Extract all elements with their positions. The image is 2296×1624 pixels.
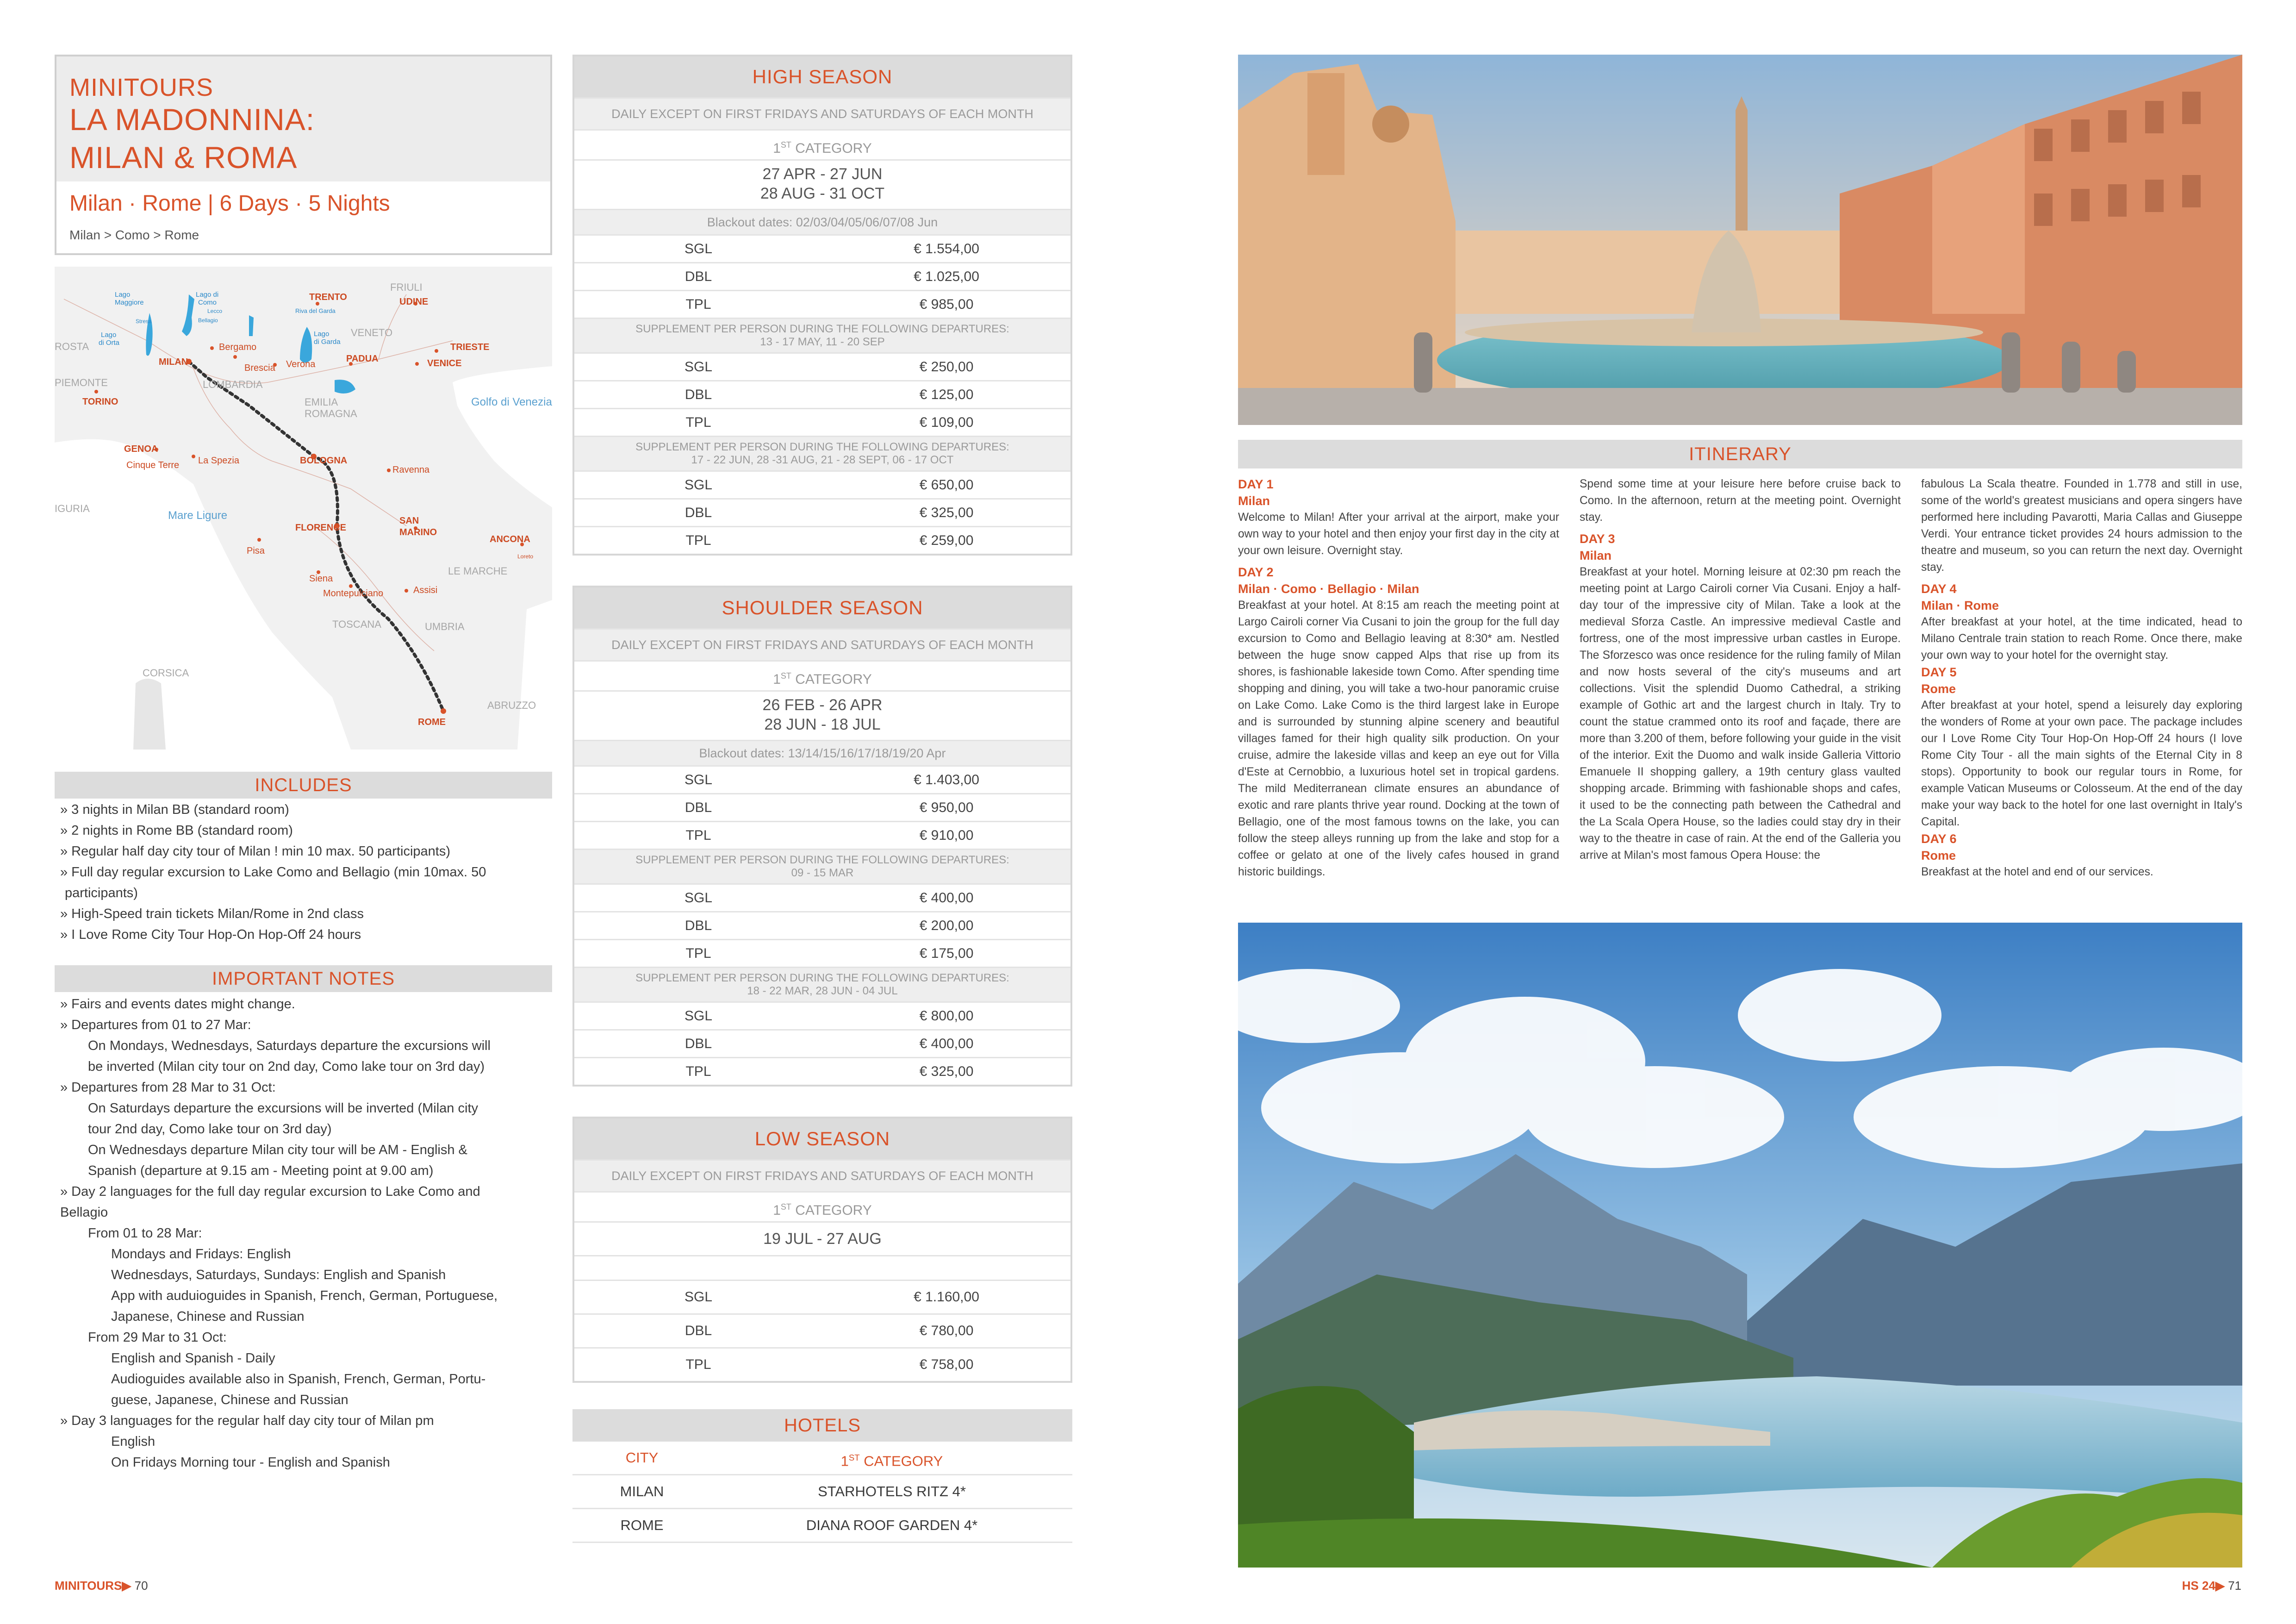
price-row (574, 883, 1070, 911)
room-type: DBL (684, 918, 712, 933)
note-item: » Day 2 languages for the full day regular excursion to Lake Como and (60, 1184, 480, 1199)
hotels-header: HOTELS (572, 1409, 1072, 1442)
room-price: € 650,00 (919, 477, 974, 493)
kicker: MINITOURS (69, 74, 214, 101)
svg-text:PIEMONTE: PIEMONTE (55, 377, 108, 388)
svg-text:Mare Ligure: Mare Ligure (168, 509, 228, 522)
svg-text:MARINO: MARINO (399, 527, 437, 537)
svg-text:ABRUZZO: ABRUZZO (487, 700, 536, 711)
price-row (574, 380, 1070, 408)
footer-arrow-icon: ▶ (122, 1579, 131, 1593)
room-price: € 1.403,00 (914, 772, 979, 787)
como-photo-svg (1238, 923, 2242, 1568)
price-row (574, 498, 1070, 526)
map-svg (55, 267, 552, 750)
svg-text:VENETO: VENETO (351, 327, 393, 338)
itinerary-column-3 (1921, 476, 2242, 881)
season-category (574, 129, 1070, 159)
includes-item: » 3 nights in Milan BB (standard room) (60, 802, 289, 817)
hotel-name: DIANA ROOF GARDEN 4* (806, 1517, 978, 1533)
room-type: TPL (685, 828, 711, 843)
room-type: TPL (685, 1064, 711, 1079)
category-suffix: ST (780, 671, 791, 681)
room-type: DBL (684, 1323, 712, 1338)
svg-text:TRIESTE: TRIESTE (450, 342, 490, 352)
price-row (574, 262, 1070, 290)
blank-row (574, 1255, 1070, 1280)
svg-text:FLORENCE: FLORENCE (295, 523, 346, 533)
svg-text:ROMAGNA: ROMAGNA (305, 408, 357, 419)
svg-text:La Spezia: La Spezia (198, 456, 239, 466)
svg-text:LE MARCHE: LE MARCHE (448, 565, 508, 577)
low-season-table (572, 1117, 1072, 1383)
svg-text:EMILIA: EMILIA (305, 396, 338, 408)
svg-text:ANCONA: ANCONA (490, 534, 530, 544)
day-text: Breakfast at your hotel. At 8:15 am reach the meeting point at Largo Cairoli corner Via Cusani to join the group for the full day excursion to Como and Bellagio leaving at 8:30* am. Nestled between the huge snow capped Alps that rise up from its shores, is fashionable lakeside town Como. After spending time shopping and dining, you will take a two-hour panoramic cruise on Lake Como. Lake Como is the third largest lake in Europe and is surrounded by stunning alpine scenery and beautiful villages famed for their high quality silk production. On your cruise, admire the lakeside villas and keep an eye out for Villa d'Este at Cernobbio, a luxurious hotel set in tropical gardens. The mild Mediterranean climate ensures an abundance of exotic and rare plants thrive year round. Docking at the town of Bellagio, one of the most famous towns on the lake, you can follow the steep alleys running up from the lake and stop for a coffee or gelato at one of the lively cafes housed in grand historic buildings. (1238, 599, 1559, 878)
season-title: HIGH SEASON (574, 56, 1070, 97)
hotels-col-category: 1ST CATEGORY (840, 1453, 943, 1469)
season-date-2: 28 JUN - 18 JUL (764, 716, 881, 733)
note-item: Bellagio (60, 1205, 108, 1220)
season-daily-note: DAILY EXCEPT ON FIRST FRIDAYS AND SATURDAYS OF EACH MONTH (574, 1159, 1070, 1191)
svg-text:Brescia: Brescia (244, 363, 275, 373)
svg-text:di Orta: di Orta (99, 339, 120, 347)
svg-text:SAN: SAN (399, 516, 419, 526)
footer-arrow-icon: ▶ (2215, 1579, 2225, 1593)
room-type: TPL (685, 415, 711, 430)
hotel-row (572, 1475, 1072, 1509)
room-price: € 200,00 (919, 918, 974, 933)
note-item: From 29 Mar to 31 Oct: (88, 1330, 227, 1345)
svg-text:TRENTO: TRENTO (309, 292, 347, 302)
note-item: » Fairs and events dates might change. (60, 997, 295, 1012)
season-title: SHOULDER SEASON (574, 587, 1070, 628)
room-price: € 1.025,00 (914, 269, 979, 284)
room-price: € 985,00 (919, 297, 974, 312)
svg-text:TOSCANA: TOSCANA (332, 618, 381, 630)
shoulder-season-table (572, 586, 1072, 1087)
note-item: Spanish (departure at 9.15 am - Meeting point at 9.00 am) (88, 1163, 434, 1178)
day-text: Welcome to Milan! After your arrival at the airport, make your own way to your hotel and then enjoy your first day in the city at your own leisure. Overnight stay. (1238, 511, 1559, 557)
supplement-line-1: SUPPLEMENT PER PERSON DURING THE FOLLOWING DEPARTURES: (635, 972, 1009, 984)
svg-text:Lago di: Lago di (196, 291, 219, 299)
day-city: Rome (1921, 682, 1956, 696)
tour-subtitle: Milan · Rome | 6 Days · 5 Nights (69, 191, 390, 216)
svg-text:Stresa: Stresa (136, 318, 152, 325)
room-type: SGL (684, 890, 713, 906)
room-price: € 1.160,00 (914, 1289, 979, 1305)
blackout-dates: Blackout dates: 02/03/04/05/06/07/08 Jun (574, 209, 1070, 234)
svg-text:TORINO: TORINO (82, 397, 118, 407)
category-suffix: ST (780, 140, 791, 150)
room-price: € 109,00 (919, 415, 974, 430)
day-text: Breakfast at the hotel and end of our services. (1921, 866, 2153, 878)
note-item: Audioguides available also in Spanish, French, German, Portu- (111, 1372, 486, 1387)
price-row (574, 1029, 1070, 1057)
includes-item: » Full day regular excursion to Lake Como and Bellagio (min 10max. 50 (60, 865, 486, 880)
svg-text:di Garda: di Garda (314, 338, 341, 346)
price-row (574, 352, 1070, 380)
day-label: DAY 1 (1238, 477, 1274, 491)
svg-text:IGURIA: IGURIA (55, 503, 90, 514)
season-date-2: 28 AUG - 31 OCT (760, 185, 885, 202)
svg-text:Cinque Terre: Cinque Terre (126, 460, 180, 470)
season-title: LOW SEASON (574, 1118, 1070, 1159)
day-label: DAY 6 (1921, 832, 1957, 846)
includes-item: » Regular half day city tour of Milan ! min 10 max. 50 participants) (60, 844, 450, 859)
season-category (574, 1191, 1070, 1221)
svg-text:Lago: Lago (314, 330, 330, 338)
tour-title-line2: MILAN & ROMA (69, 140, 298, 175)
svg-text:FRIULI: FRIULI (390, 281, 423, 293)
includes-item: » 2 nights in Rome BB (standard room) (60, 823, 293, 838)
category-number: 1 (773, 672, 781, 687)
supplement-heading (574, 318, 1070, 352)
category-word: CATEGORY (791, 141, 872, 156)
note-item: guese, Japanese, Chinese and Russian (111, 1393, 348, 1407)
supplement-line-1: SUPPLEMENT PER PERSON DURING THE FOLLOWING DEPARTURES: (635, 854, 1009, 866)
price-row (574, 526, 1070, 554)
footer-right (2182, 1579, 2241, 1593)
note-item: tour 2nd day, Como lake tour on 3rd day) (88, 1122, 332, 1137)
svg-text:Lecco: Lecco (207, 308, 223, 314)
season-daily-note: DAILY EXCEPT ON FIRST FRIDAYS AND SATURDAYS OF EACH MONTH (574, 628, 1070, 660)
note-item: English (111, 1434, 156, 1449)
day-label: DAY 5 (1921, 665, 1957, 679)
day-city: Milan (1238, 494, 1270, 508)
svg-text:Como: Como (198, 299, 217, 306)
season-dates (574, 1221, 1070, 1255)
svg-text:ROSTA: ROSTA (55, 341, 89, 352)
price-row (574, 290, 1070, 318)
itinerary-header: ITINERARY (1238, 440, 2242, 468)
day-text: After breakfast at your hotel, spend a leisurely day exploring the wonders of Rome at your own pace. The package includes our I Love Rome City Tour Hop-On Hop-Off 24 hours (I love Rome City Tour - all the main sights of the Eternal City in 8 stops). Opportunity to book our regular tours in Rome, for example Vatican Museums or Colosseum. At the end of the day make your way back to the hotel for one last overnight in Italy's Capital. (1921, 699, 2242, 828)
hotel-city: MILAN (620, 1483, 664, 1499)
note-item: » Day 3 languages for the regular half day city tour of Milan pm (60, 1413, 434, 1428)
room-price: € 1.554,00 (914, 241, 979, 256)
room-price: € 250,00 (919, 359, 974, 375)
includes-item: participants) (65, 886, 138, 900)
hotel-row (572, 1509, 1072, 1543)
footer-brand: MINITOURS (55, 1579, 122, 1593)
note-item: English and Spanish - Daily (111, 1351, 275, 1366)
itinerary-column-2 (1580, 476, 1901, 864)
room-price: € 259,00 (919, 533, 974, 548)
room-price: € 910,00 (919, 828, 974, 843)
hotels-table (572, 1409, 1072, 1543)
price-row (574, 408, 1070, 436)
note-item: Japanese, Chinese and Russian (111, 1309, 305, 1324)
note-item: App with auduioguides in Spanish, French, German, Portuguese, (111, 1288, 498, 1303)
day-city: Rome (1921, 849, 1956, 862)
svg-text:GENOA: GENOA (124, 444, 158, 454)
price-row (574, 1347, 1070, 1381)
rome-photo-svg (1238, 55, 2242, 425)
season-category (574, 660, 1070, 690)
price-row (574, 1313, 1070, 1347)
price-row (574, 470, 1070, 498)
day-text-continued: fabulous La Scala theatre. Founded in 1.778 and still in use, some of the world's greatest musicians and opera singers have performed here including Pavarotti, Maria Callas and Giuseppe Verdi. Your entrance ticket provides 24 hours admission to the theatre and museum, so you can return the next day. Overnight stay. (1921, 478, 2242, 574)
supplement-line-2: 13 - 17 MAY, 11 - 20 SEP (760, 336, 885, 348)
svg-text:Lago: Lago (115, 291, 131, 299)
room-type: TPL (685, 533, 711, 548)
room-type: DBL (684, 1036, 712, 1051)
category-number: 1 (773, 1203, 781, 1218)
note-item: On Wednesdays departure Milan city tour will be AM - English & (88, 1143, 467, 1157)
room-type: DBL (684, 505, 712, 520)
room-type: DBL (684, 269, 712, 284)
svg-text:PADUA: PADUA (346, 354, 379, 364)
supplement-heading (574, 967, 1070, 1001)
svg-text:Assisi: Assisi (413, 585, 438, 595)
notes-header: IMPORTANT NOTES (55, 965, 552, 992)
season-date-1: 27 APR - 27 JUN (762, 165, 883, 183)
season-daily-note: DAILY EXCEPT ON FIRST FRIDAYS AND SATURDAYS OF EACH MONTH (574, 97, 1070, 129)
room-type: DBL (684, 387, 712, 402)
rome-piazza-photo (1238, 55, 2242, 425)
season-dates (574, 159, 1070, 209)
room-type: SGL (684, 1289, 713, 1305)
day-label: DAY 3 (1580, 532, 1615, 546)
category-word: CATEGORY (791, 672, 872, 687)
page-number: 71 (2228, 1579, 2241, 1593)
map-label-lago-maggiore: Maggiore (115, 299, 144, 306)
note-item: Mondays and Fridays: English (111, 1247, 291, 1262)
room-type: SGL (684, 772, 713, 787)
day-label: DAY 4 (1921, 582, 1957, 596)
price-row (574, 1057, 1070, 1085)
note-item: On Saturdays departure the excursions will be inverted (Milan city (88, 1101, 478, 1116)
svg-text:UDINE: UDINE (399, 297, 429, 307)
day-text-continued: Spend some time at your leisure here before cruise back to Como. In the afternoon, return at the meeting point. Overnight stay. (1580, 478, 1901, 524)
season-date-1: 26 FEB - 26 APR (762, 696, 883, 714)
lake-como-photo (1238, 923, 2242, 1568)
svg-text:Golfo di Venezia: Golfo di Venezia (471, 396, 552, 408)
room-price: € 400,00 (919, 1036, 974, 1051)
tour-title-line1: LA MADONNINA: (69, 102, 315, 137)
price-row (574, 821, 1070, 849)
svg-text:Verona: Verona (286, 359, 316, 369)
includes-list (60, 800, 551, 945)
svg-text:Riva del Garda: Riva del Garda (295, 307, 336, 314)
category-suffix: ST (780, 1202, 791, 1212)
svg-text:Montepulciano: Montepulciano (323, 588, 384, 599)
day-city: Milan (1580, 549, 1612, 562)
room-type: DBL (684, 800, 712, 815)
svg-text:BOLOGNA: BOLOGNA (300, 456, 348, 466)
room-price: € 175,00 (919, 946, 974, 961)
svg-text:Bellagio: Bellagio (198, 317, 218, 324)
high-season-table (572, 55, 1072, 556)
price-row (574, 1280, 1070, 1313)
svg-text:CORSICA: CORSICA (143, 667, 189, 679)
notes-list (60, 994, 551, 1473)
room-price: € 758,00 (919, 1357, 974, 1372)
svg-text:UMBRIA: UMBRIA (425, 621, 465, 632)
svg-text:MILAN: MILAN (159, 357, 188, 367)
itinerary-column-1 (1238, 476, 1559, 881)
price-row (574, 234, 1070, 262)
category-number: 1 (773, 141, 781, 156)
tour-title-box (55, 55, 552, 255)
includes-header: INCLUDES (55, 772, 552, 799)
room-price: € 400,00 (919, 890, 974, 906)
supplement-heading (574, 436, 1070, 470)
svg-text:Ravenna: Ravenna (392, 465, 430, 475)
svg-text:Bergamo: Bergamo (219, 342, 257, 352)
note-item: On Mondays, Wednesdays, Saturdays departure the excursions will (88, 1038, 491, 1053)
room-type: SGL (684, 477, 713, 493)
hotels-col-city: CITY (625, 1449, 659, 1466)
supplement-line-1: SUPPLEMENT PER PERSON DURING THE FOLLOWING DEPARTURES: (635, 323, 1009, 335)
note-item: From 01 to 28 Mar: (88, 1226, 202, 1241)
footer-left (55, 1579, 148, 1593)
season-dates (574, 690, 1070, 740)
hotel-name: STARHOTELS RITZ 4* (818, 1483, 966, 1499)
supplement-heading (574, 849, 1070, 883)
price-row (574, 765, 1070, 793)
supplement-line-2: 18 - 22 MAR, 28 JUN - 04 JUL (747, 985, 898, 997)
room-type: TPL (685, 297, 711, 312)
svg-text:LOMBARDIA: LOMBARDIA (203, 379, 263, 390)
day-text: After breakfast at your hotel, at the time indicated, head to Milano Centrale train station to reach Rome. Once there, make your own way to your hotel for the overnight stay. (1921, 616, 2242, 662)
room-price: € 800,00 (919, 1008, 974, 1024)
svg-text:Loreto: Loreto (517, 553, 534, 560)
room-price: € 125,00 (919, 387, 974, 402)
supplement-line-1: SUPPLEMENT PER PERSON DURING THE FOLLOWING DEPARTURES: (635, 441, 1009, 453)
includes-item: » High-Speed train tickets Milan/Rome in 2nd class (60, 906, 364, 921)
day-city: Milan · Rome (1921, 599, 1999, 612)
note-item: On Fridays Morning tour - English and Spanish (111, 1455, 390, 1470)
room-type: SGL (684, 359, 713, 375)
room-price: € 325,00 (919, 1064, 974, 1079)
svg-text:VENICE: VENICE (427, 358, 462, 369)
day-text: Breakfast at your hotel. Morning leisure at 02:30 pm reach the meeting point at Largo Cairoli corner Via Cusani. Enjoy a half-day tour of the impressive city of Milan. Take a look at the medieval Sforza Castle. An impressive medieval Castle and fortress, one of the most impressive urban castles in Europe. The Sforzesco was once residence for the ruling family of Milan and now hosts several of the city's museums and art collections. Visit the splendid Duomo Cathedral, a striking example of Gothic art and the largest church in Italy. Try to count the statue crammed onto its roof and façade, there are more than 3.200 of them, before following your guide in the visit of the interior. Exit the Duomo and walk inside Galleria Vittorio Emanuele II shopping gallery, a 19th century glass vaulted shopping arcade. Brimming with fashionable shops and cafes, it used to be the connecting path between the Cathedral and the La Scala Opera House, so the ladies could stay dry in their way to the theatre in case of rain. At the end of the Galleria you arrive at Milan's most famous Opera House: the (1580, 566, 1901, 862)
room-price: € 325,00 (919, 505, 974, 520)
blackout-dates: Blackout dates: 13/14/15/16/17/18/19/20 Apr (574, 740, 1070, 765)
price-row (574, 793, 1070, 821)
room-price: € 780,00 (919, 1323, 974, 1338)
includes-item: » I Love Rome City Tour Hop-On Hop-Off 24 hours (60, 927, 361, 942)
svg-text:Siena: Siena (309, 574, 333, 584)
supplement-line-2: 09 - 15 MAR (791, 867, 854, 879)
season-date-1: 19 JUL - 27 AUG (763, 1230, 882, 1248)
route-map (55, 267, 552, 750)
room-type: SGL (684, 241, 713, 256)
price-row (574, 939, 1070, 967)
note-item: be inverted (Milan city tour on 2nd day, Como lake tour on 3rd day) (88, 1059, 485, 1074)
footer-brand: HS 24 (2182, 1579, 2215, 1593)
room-type: TPL (685, 946, 711, 961)
note-item: Wednesdays, Saturdays, Sundays: English and Spanish (111, 1268, 446, 1282)
note-item: » Departures from 28 Mar to 31 Oct: (60, 1080, 276, 1095)
svg-text:Lago: Lago (101, 331, 117, 339)
room-type: SGL (684, 1008, 713, 1024)
hotels-column-headers (572, 1442, 1072, 1475)
hotel-city: ROME (620, 1517, 664, 1533)
day-label: DAY 2 (1238, 565, 1274, 579)
svg-text:Pisa: Pisa (247, 546, 265, 556)
note-item: » Departures from 01 to 27 Mar: (60, 1018, 251, 1032)
svg-text:ROME: ROME (418, 717, 446, 727)
supplement-line-2: 17 - 22 JUN, 28 -31 AUG, 21 - 28 SEPT, 06 - 17 OCT (691, 454, 954, 466)
room-price: € 950,00 (919, 800, 974, 815)
category-word: CATEGORY (791, 1203, 872, 1218)
day-city: Milan · Como · Bellagio · Milan (1238, 582, 1419, 596)
room-type: TPL (685, 1357, 711, 1372)
page-number: 70 (134, 1579, 148, 1593)
tour-route: Milan > Como > Rome (69, 228, 199, 242)
price-row (574, 911, 1070, 939)
price-row (574, 1001, 1070, 1029)
